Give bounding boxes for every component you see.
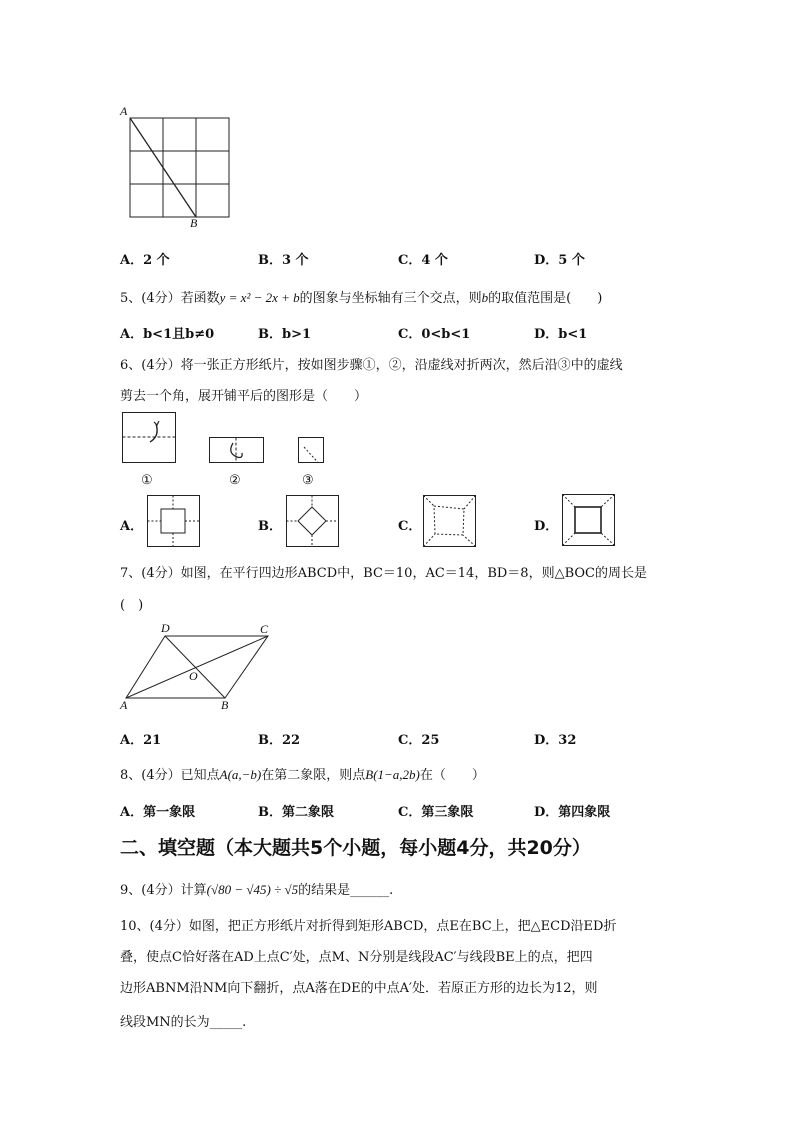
q9-tail: 的结果是______. [298,883,394,898]
q8-stem [120,764,485,783]
q6-option-d-figure[interactable] [562,494,616,547]
q10-stem-line2: 叠，使点C恰好落在AD上点C′处，点M、N分别是线段AC′与线段BE上的点，把四 [120,950,593,965]
q9-stem [120,879,393,898]
q8-option-c[interactable]: C．第三象限 [398,805,474,820]
q5-option-b[interactable]: B．b>1 [258,327,312,342]
q7-label-b: B [221,698,229,712]
q8-tail: 在（ ） [419,768,485,783]
q9-prefix: 9、(4分）计算 [120,883,207,898]
q5-option-c[interactable]: C．0<b<1 [398,327,471,342]
q7-stem-line2: ( ) [120,598,144,613]
q6-step2-figure [209,437,265,464]
q7-option-d[interactable]: D．32 [534,733,577,748]
q9-expression: (√80 − √45) ÷ √5 [206,882,299,897]
q5-prefix: 5、(4分）若函数 [120,291,220,306]
q10-stem-line1: 10、(4分）如图，把正方形纸片对折得到矩形ABCD，点E在BC上，把△ECD沿ED折 [120,919,617,934]
q10-stem-line4: 线段MN的长为_____. [120,1015,247,1030]
q4-grid-figure [118,105,238,230]
q6-option-b-label[interactable]: B． [258,519,282,534]
q5-formula: y = x² − 2x + b [219,290,300,305]
q5-stem [120,287,602,306]
q8-point-b: B(1−a,2b) [365,767,420,782]
q6-option-a-figure[interactable] [147,495,201,548]
q6-step1-figure [122,412,178,464]
q7-option-a[interactable]: A．21 [120,733,162,748]
q6-step2-label: ② [229,473,241,488]
section-2-title: 二、填空题（本大题共5个小题，每小题4分，共20分） [120,837,591,859]
q6-option-c-figure[interactable] [423,495,477,548]
q4-option-a[interactable]: A．2 个 [120,253,170,268]
q5-tail: 的取值范围是( ) [488,291,603,306]
q7-label-c: C [260,622,269,636]
q5-option-d[interactable]: D．b<1 [534,327,588,342]
q7-option-c[interactable]: C．25 [398,733,440,748]
q4-label-b: B [190,216,198,230]
q5-option-a[interactable]: A．b<1且b≠0 [120,327,215,342]
q8-prefix: 8、(4分）已知点 [120,768,220,783]
q6-option-a-label[interactable]: A． [120,519,144,534]
q6-stem-line1: 6、(4分）将一张正方形纸片，按如图步骤①，②，沿虚线对折两次，然后沿③中的虚线 [120,358,623,373]
q8-point-a: A(a,−b) [219,767,262,782]
q4-option-b[interactable]: B．3 个 [258,253,309,268]
q7-label-a: A [120,698,128,712]
q6-option-d-label[interactable]: D． [534,519,559,534]
q10-stem-line3: 边形ABNM沿NM向下翻折，点A落在DE的中点A′处．若原正方形的边长为12，则 [120,981,598,996]
q8-mid: 在第二象限，则点 [261,768,366,783]
q6-option-c-label[interactable]: C． [398,519,422,534]
q4-option-d[interactable]: D．5 个 [534,253,585,268]
q4-option-c[interactable]: C．4 个 [398,253,448,268]
q7-option-b[interactable]: B．22 [258,733,301,748]
q8-option-d[interactable]: D．第四象限 [534,805,611,820]
q7-label-d: D [161,621,170,635]
q4-label-a: A [120,104,128,118]
q6-option-b-figure[interactable] [286,495,340,548]
q7-parallelogram-figure [118,620,278,715]
q6-step3-figure [298,437,326,464]
q7-stem-line1: 7、(4分）如图，在平行四边形ABCD中，BC＝10，AC＝14，BD＝8，则△BOC的周长是 [120,566,647,581]
q6-step1-label: ① [141,473,153,488]
q5-suffix: 的图象与坐标轴有三个交点，则 [299,291,482,306]
q6-step3-label: ③ [302,473,314,488]
q8-option-a[interactable]: A．第一象限 [120,805,196,820]
q5-var: b [481,290,489,305]
q7-label-o: O [189,669,198,683]
q8-option-b[interactable]: B．第二象限 [258,805,334,820]
q6-stem-line2: 剪去一个角，展开铺平后的图形是（ ） [120,389,368,404]
